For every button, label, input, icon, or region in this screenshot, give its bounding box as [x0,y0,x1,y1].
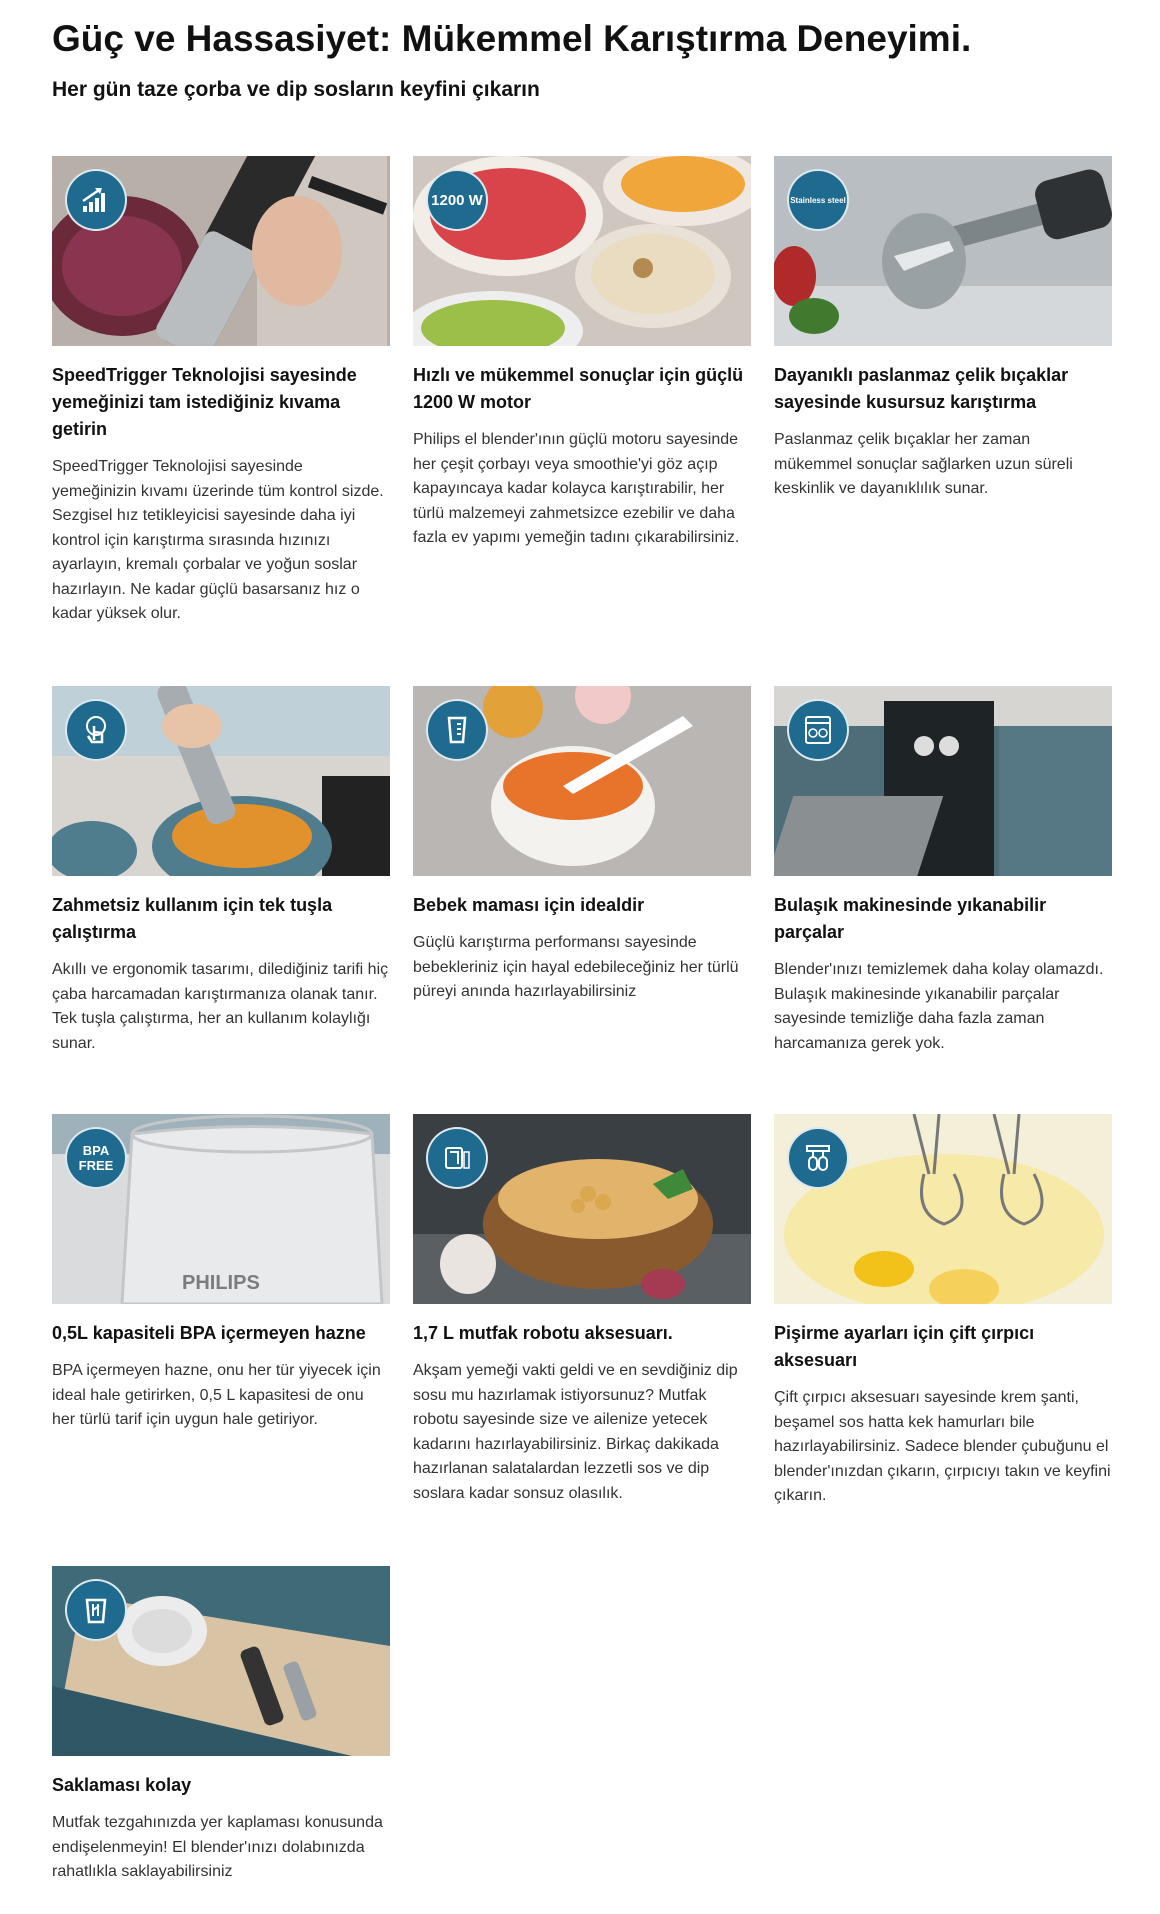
measuring-cup-icon [439,712,475,748]
stainless-steel-label: Stainless steel [790,195,846,205]
feature-card-storage [52,1566,390,1885]
feature-image-motor [413,156,751,346]
one-touch-icon [78,712,114,748]
feature-title: 1,7 L mutfak robotu aksesuarı. [413,1323,673,1343]
feature-image-storage [52,1566,390,1756]
feature-description: Akşam yemeği vakti geldi ve en sevdiğiniz dip sosu mu hazırlamak istiyorsunuz? Mutfak robotu sayesinde size ve ailenize yetecek kadarını hazırlayabilirsiniz. Birkaç dakikada hazırlanan salatalardan lezzetli sos ve dip soslara kadar sonsuz olasılık. [413,1362,738,1502]
dishwasher-icon [800,712,836,748]
feature-image-blades [774,156,1112,346]
feature-title: Hızlı ve mükemmel sonuçlar için güçlü 1200 W motor [413,365,744,412]
whisk-icon [800,1140,836,1176]
feature-title: SpeedTrigger Teknolojisi sayesinde yemeğinizi tam istediğiniz kıvama getirin [52,365,357,439]
feature-card-whisk [774,1114,1112,1509]
page-subtitle: Her gün taze çorba ve dip sosların keyfini çıkarın [52,78,540,101]
feature-image-bpa-free [52,1114,390,1304]
feature-title: 0,5L kapasiteli BPA içermeyen hazne [52,1323,366,1343]
feature-card-dishwasher [774,686,1112,1056]
bpa-free-label: BPA FREE [78,1143,114,1173]
bpa-free-badge [65,1127,127,1189]
feature-description: Akıllı ve ergonomik tasarımı, dilediğiniz tarifi hiç çaba harcamadan karıştırmanıza olanak tanır. Tek tuşla çalıştırma, her an kullanım kolaylığı sunar. [52,961,389,1052]
feature-card-motor [413,156,751,551]
feature-description: Güçlü karıştırma performansı sayesinde bebekleriniz için hayal edebileceğiniz her türlü püreyi anında hazırlayabilirsiniz [413,934,739,1000]
feature-title: Saklaması kolay [52,1775,192,1795]
feature-title: Dayanıklı paslanmaz çelik bıçaklar sayesinde kusursuz karıştırma [774,365,1069,412]
food-processor-badge [426,1127,488,1189]
feature-title: Zahmetsiz kullanım için tek tuşla çalıştırma [52,895,333,942]
feature-image-dishwasher [774,686,1112,876]
dishwasher-badge [787,699,849,761]
feature-image-food-processor [413,1114,751,1304]
stainless-steel-badge [787,169,849,231]
feature-card-baby-food [413,686,751,1005]
feature-description: BPA içermeyen hazne, onu her tür yiyecek için ideal hale getirirken, 0,5 L kapasitesi de onu her türlü tarif için uygun hale getiriyor. [52,1362,381,1428]
feature-description: Blender'ınızı temizlemek daha kolay olamazdı. Bulaşık makinesinde yıkanabilir parçalar sayesinde temizliğe daha fazla zaman harcamanıza gerek yok. [774,961,1104,1052]
storage-cup-badge [65,1579,127,1641]
one-touch-badge [65,699,127,761]
feature-image-speedtrigger [52,156,390,346]
feature-card-one-touch [52,686,390,1056]
philips-logo: PHILIPS [182,1272,260,1294]
measuring-cup-badge [426,699,488,761]
motor-power-badge [426,169,488,231]
motor-power-label: 1200 W [431,191,483,209]
feature-description: Çift çırpıcı aksesuarı sayesinde krem şanti, beşamel sos hatta kek hamurları bile hazırlayabilirsiniz. Sadece blender çubuğunu el blender'ınızdan çıkarın, çırpıcıyı takın ve keyfini çıkarın. [774,1389,1111,1504]
feature-card-speedtrigger [52,156,390,627]
feature-description: Paslanmaz çelik bıçaklar her zaman mükemmel sonuçlar sağlarken uzun süreli keskinlik ve dayanıklılık sunar. [774,431,1073,497]
speed-trend-badge [65,169,127,231]
speed-trend-icon [78,182,114,218]
feature-card-bpa-free [52,1114,390,1433]
feature-description: Mutfak tezgahınızda yer kaplaması konusunda endişelenmeyin! El blender'ınızı dolabınızda rahatlıkla saklayabilirsiniz [52,1814,383,1880]
feature-description: SpeedTrigger Teknolojisi sayesinde yemeğinizin kıvamı üzerinde tüm kontrol sizde. Sezgisel hız tetikleyicisi sayesinde daha iyi kontrol için karıştırma sırasında hızınızı ayarlayın, kremalı çorbalar ve yoğun soslar hazırlayın. Ne kadar güçlü basarsanız hız o kadar yüksek olur. [52,458,384,622]
feature-title: Pişirme ayarları için çift çırpıcı aksesuarı [774,1323,1035,1370]
feature-title: Bebek maması için idealdir [413,895,645,915]
food-processor-icon [439,1140,475,1176]
feature-card-food-processor [413,1114,751,1506]
whisk-badge [787,1127,849,1189]
storage-cup-icon [78,1592,114,1628]
feature-image-baby-food [413,686,751,876]
feature-description: Philips el blender'ının güçlü motoru sayesinde her çeşit çorbayı veya smoothie'yi göz açıp kapayıncaya kadar kolayca karıştırabilir, her türlü malzemeyi zahmetsizce ezebilir ve daha fazla ev yapımı yemeğin tadını çıkarabilirsiniz. [413,431,740,546]
feature-image-one-touch [52,686,390,876]
feature-card-blades [774,156,1112,502]
page-title: Güç ve Hassasiyet: Mükemmel Karıştırma Deneyimi. [52,18,972,59]
feature-image-whisk [774,1114,1112,1304]
feature-title: Bulaşık makinesinde yıkanabilir parçalar [774,895,1047,942]
